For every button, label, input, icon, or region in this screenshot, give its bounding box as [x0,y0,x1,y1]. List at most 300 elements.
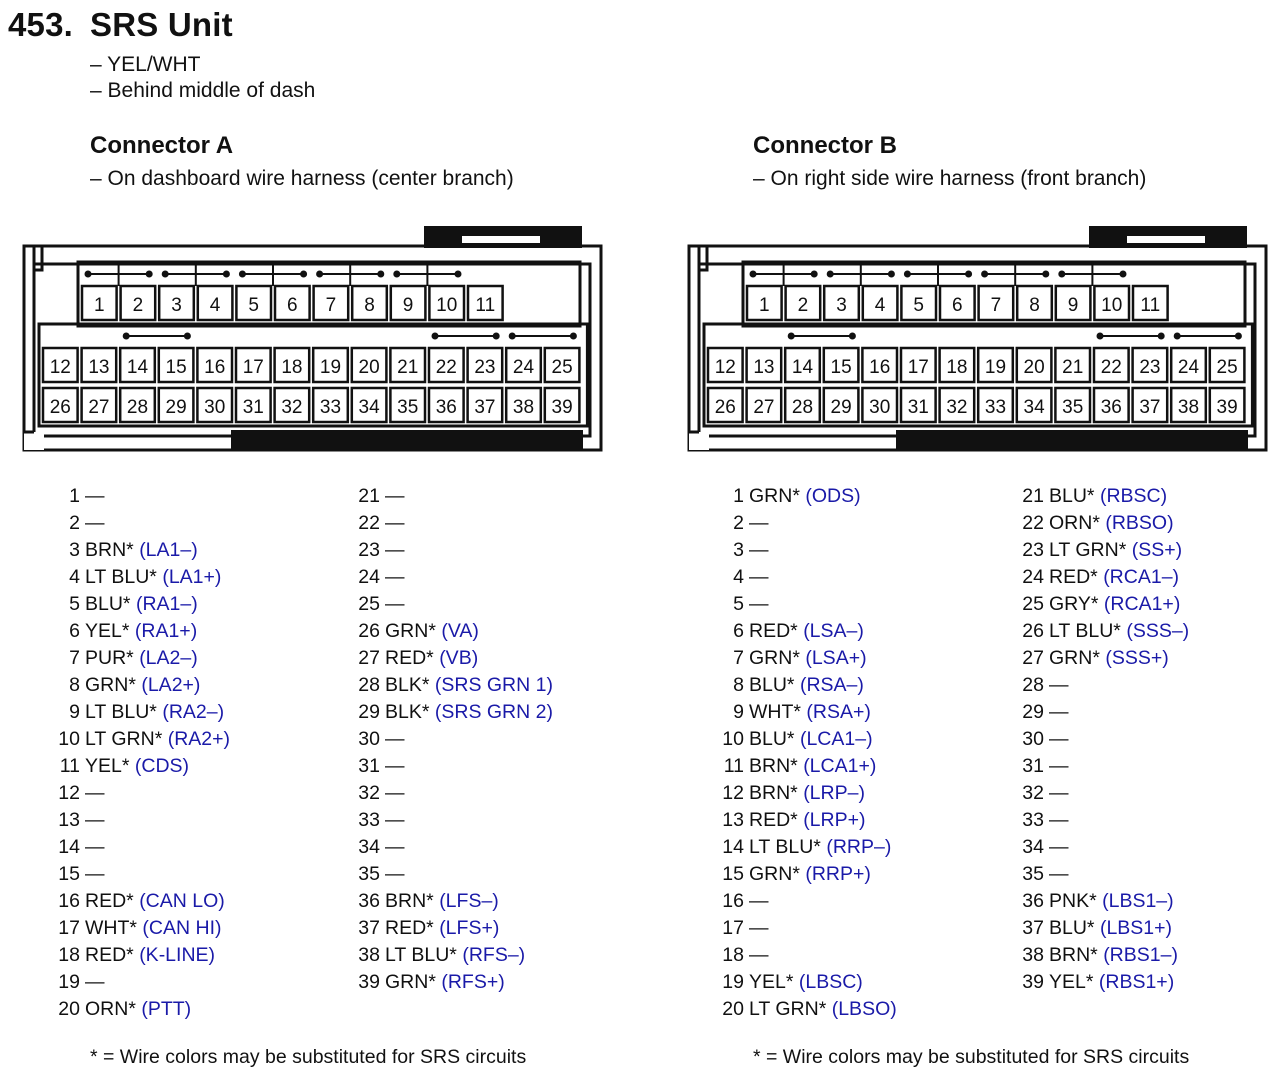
pin-entry [354,807,405,834]
circuit-name: (LBS1–) [1102,890,1174,912]
pin-entry [54,780,105,807]
circuit-name: (LCA1–) [799,728,873,750]
pin-entry [718,780,865,807]
pin-entry [354,834,405,861]
pin-number: 15 [58,863,80,885]
pin-number: 6 [69,620,80,642]
circuit-name: (K-LINE) [139,944,216,966]
pin-entry [354,969,505,996]
wire-color: — [749,593,769,615]
pin-label: 15 [165,357,187,378]
circuit-name: (RA2+) [167,728,231,750]
wire-color: RED* [749,809,798,831]
pin-number: 38 [358,944,380,966]
pin-entry [1018,915,1172,942]
wire-color: BRN* [749,755,798,777]
pin-number: 39 [358,971,380,993]
shorting-bar-end [1235,333,1242,340]
shorting-bar-end [1158,333,1165,340]
pin-entry [54,753,189,780]
pin-label: 22 [1100,357,1122,378]
wire-color: — [1049,728,1069,750]
shorting-bar-end [788,333,795,340]
circuit-name: (LSA–) [803,620,864,642]
wire-color: — [385,566,405,588]
pin-number: 30 [1022,728,1044,750]
pin-entry [1018,861,1069,888]
pin-entry [718,942,769,969]
pin-entry [1018,969,1174,996]
pin-number: 21 [1022,485,1044,507]
pin-entry [354,861,405,888]
pin-entry [354,645,478,672]
pin-entry [54,591,198,618]
wire-color: — [385,539,405,561]
connector-b-footnote: * = Wire colors may be substituted for SRS circuits [753,1046,1190,1068]
pin-label: 9 [1067,295,1079,316]
shorting-bar-end [377,271,384,278]
shorting-bar-end [827,271,834,278]
wire-color: LT BLU* [749,836,821,858]
pin-number: 29 [358,701,380,723]
pin-label: 20 [1023,357,1045,378]
pin-number: 20 [722,998,744,1020]
pin-number: 32 [358,782,380,804]
pin-label: 34 [358,397,380,418]
circuit-name: (RRP+) [805,863,871,885]
circuit-name: (RBS1–) [1103,944,1178,966]
pin-entry [54,861,105,888]
pin-entry [54,483,105,510]
pin-number: 22 [1022,512,1044,534]
pin-number: 11 [59,755,80,777]
wire-color: BLK* [385,674,430,696]
wire-color: YEL* [85,755,130,777]
pin-number: 22 [358,512,380,534]
pin-label: 16 [869,357,891,378]
circuit-name: (LBSC) [798,971,863,993]
wire-color: — [749,917,769,939]
pin-number: 28 [358,674,380,696]
circuit-name: (LRP+) [803,809,866,831]
pin-entry [54,645,198,672]
wire-color: — [85,809,105,831]
wire-color: — [85,485,105,507]
pin-entry [354,618,479,645]
pin-label: 39 [551,397,573,418]
pin-label: 31 [907,397,929,418]
wire-color: — [749,566,769,588]
pin-entry [54,510,105,537]
pin-number: 35 [358,863,380,885]
circuit-name: (ODS) [805,485,861,507]
pin-number: 1 [733,485,744,507]
pin-number: 21 [358,485,380,507]
pin-entry [354,564,405,591]
pin-number: 23 [358,539,380,561]
pin-entry [354,699,553,726]
pin-number: 37 [358,917,380,939]
pin-entry [1018,618,1189,645]
wire-color: RED* [85,944,134,966]
wire-color: GRN* [385,620,436,642]
wire-color: LT GRN* [85,728,163,750]
shorting-bar-end [1058,271,1065,278]
circuit-name: (LFS–) [439,890,499,912]
wire-color: — [1049,782,1069,804]
pin-number: 9 [733,701,744,723]
pin-entry [354,888,499,915]
pin-label: 1 [759,295,770,316]
circuit-name: (VB) [439,647,479,669]
pin-number: 4 [69,566,80,588]
pin-label: 10 [436,295,458,316]
shorting-bar-end [1120,271,1127,278]
pin-entry [718,834,891,861]
circuit-name: (RFS+) [441,971,505,993]
wire-color: ORN* [85,998,136,1020]
wire-color: LT BLU* [85,701,157,723]
wire-color: BLK* [385,701,430,723]
connector-a-title: Connector A [90,132,234,159]
pin-number: 10 [722,728,744,750]
pin-label: 25 [1216,357,1238,378]
wire-color: — [749,890,769,912]
pin-entry [54,618,197,645]
pin-label: 23 [1139,357,1161,378]
pin-label: 13 [753,357,775,378]
pin-number: 35 [1022,863,1044,885]
pin-entry [718,591,769,618]
shorting-bar-end [509,333,516,340]
pin-label: 8 [1029,295,1040,316]
circuit-name: (RBSC) [1099,485,1168,507]
pin-number: 19 [722,971,744,993]
pin-entry [718,915,769,942]
shorting-bar-end [223,271,230,278]
circuit-name: (RSA–) [799,674,864,696]
shorting-bar-end [1042,271,1049,278]
latch-slot [1127,236,1205,243]
pin-entry [354,537,405,564]
wire-color: PNK* [1049,890,1097,912]
wire-color: PUR* [85,647,134,669]
wire-color: RED* [385,647,434,669]
wire-color: — [85,782,105,804]
pin-entry [1018,753,1069,780]
pin-label: 3 [171,295,182,316]
pin-entry [54,834,105,861]
pin-label: 13 [88,357,110,378]
pin-entry [54,807,105,834]
pin-entry [718,726,873,753]
wire-color: — [385,809,405,831]
pin-number: 17 [58,917,80,939]
shorting-bar-end [811,271,818,278]
wire-color: GRN* [749,863,800,885]
pin-entry [54,699,224,726]
pin-label: 10 [1101,295,1123,316]
pin-entry [1018,834,1069,861]
shorting-bar-end [184,333,191,340]
pin-number: 7 [69,647,80,669]
wire-color: — [385,512,405,534]
pin-label: 18 [946,357,968,378]
pin-number: 25 [358,593,380,615]
section-number: 453. [8,6,74,43]
wire-color: — [385,728,405,750]
pin-number: 13 [722,809,744,831]
wire-color: — [1049,701,1069,723]
pin-number: 20 [58,998,80,1020]
pin-number: 2 [69,512,80,534]
wire-color: — [1049,863,1069,885]
pin-entry [354,672,553,699]
pin-label: 3 [836,295,847,316]
circuit-name: (LA2+) [141,674,201,696]
pin-label: 35 [397,397,419,418]
pin-entry [718,483,861,510]
pin-label: 4 [209,295,221,316]
circuit-name: (RA1–) [135,593,198,615]
pin-label: 14 [791,357,814,378]
corner-gap [689,432,709,450]
shorting-bar-end [1097,333,1104,340]
pin-label: 7 [990,295,1002,316]
pin-number: 3 [69,539,80,561]
bottom-rail [896,430,1248,450]
pin-number: 32 [1022,782,1044,804]
circuit-name: (RA1+) [134,620,198,642]
wire-color: BLU* [1049,485,1095,507]
pin-label: 34 [1023,397,1045,418]
pin-label: 28 [126,397,149,418]
pin-number: 16 [58,890,80,912]
circuit-name: (RSA+) [806,701,871,723]
pin-label: 19 [319,357,342,378]
pin-entry [718,699,871,726]
pin-entry [1018,672,1069,699]
pin-label: 30 [869,397,891,418]
wire-color: LT BLU* [85,566,157,588]
pin-entry [718,888,769,915]
wire-color: ORN* [1049,512,1100,534]
pin-entry [718,645,867,672]
pin-number: 36 [358,890,380,912]
pin-number: 18 [58,944,80,966]
pin-number: 24 [358,566,380,588]
pin-label: 12 [49,357,71,378]
pin-number: 30 [358,728,380,750]
shorting-bar-end [493,333,500,340]
pin-label: 37 [1139,397,1161,418]
wire-color: — [1049,674,1069,696]
circuit-name: (SS+) [1131,539,1183,561]
shorting-bar-end [300,271,307,278]
pin-number: 38 [1022,944,1044,966]
wire-color: BLU* [85,593,131,615]
pin-number: 33 [1022,809,1044,831]
pin-label: 21 [397,357,419,378]
wire-color: GRN* [1049,647,1100,669]
circuit-name: (SSS+) [1105,647,1169,669]
pin-entry [354,510,405,537]
shorting-bar-end [965,271,972,278]
pin-number: 24 [1022,566,1044,588]
pin-label: 15 [830,357,852,378]
pin-label: 26 [49,397,71,418]
shorting-bar-end [981,271,988,278]
pin-entry [54,726,230,753]
pin-label: 21 [1062,357,1084,378]
bottom-rail [231,430,583,450]
pin-label: 1 [94,295,105,316]
pin-label: 32 [281,397,303,418]
pin-entry [718,564,769,591]
pin-label: 37 [474,397,496,418]
pin-label: 22 [435,357,457,378]
pin-entry [1018,942,1178,969]
pin-label: 27 [753,397,775,418]
pin-entry [354,942,525,969]
wire-color: BRN* [85,539,134,561]
pin-entry [1018,591,1180,618]
pin-number: 1 [69,485,80,507]
shorting-bar-end [750,271,757,278]
circuit-name: (RFS–) [462,944,526,966]
pin-entry [354,483,405,510]
pin-label: 38 [512,397,535,418]
shorting-bar-end [123,333,130,340]
wire-color: — [85,836,105,858]
wire-color: RED* [1049,566,1098,588]
circuit-name: (RCA1+) [1103,593,1181,615]
pin-number: 34 [1022,836,1044,858]
pin-number: 11 [723,755,744,777]
pin-number: 33 [358,809,380,831]
circuit-name: (CDS) [134,755,190,777]
pin-label: 23 [474,357,496,378]
circuit-name: (SRS GRN 1) [434,674,553,696]
pin-entry [718,672,864,699]
wire-color: LT BLU* [385,944,457,966]
circuit-name: (SRS GRN 2) [434,701,553,723]
circuit-name: (LCA1+) [803,755,877,777]
circuit-name: (LA1+) [162,566,222,588]
pin-number: 31 [1022,755,1044,777]
circuit-name: (LBS1+) [1099,917,1173,939]
pin-label: 11 [475,295,496,316]
shorting-bar-end [1174,333,1181,340]
pin-number: 14 [722,836,744,858]
pin-label: 5 [248,295,259,316]
circuit-name: (LA2–) [139,647,198,669]
pin-number: 14 [58,836,80,858]
circuit-name: (RA2–) [162,701,225,723]
pin-entry [54,672,200,699]
pin-label: 2 [132,295,144,316]
wire-color: BLU* [749,674,795,696]
pin-entry [54,564,221,591]
connector-b-face-diagram [681,224,1269,456]
circuit-name: (LRP–) [803,782,865,804]
pin-entry [54,888,225,915]
pin-number: 26 [1022,620,1044,642]
latch-slot [462,236,540,243]
pin-number: 10 [58,728,80,750]
pin-label: 4 [874,295,886,316]
wire-color: GRY* [1049,593,1099,615]
pin-label: 24 [512,357,535,378]
pin-entry [718,996,897,1023]
pin-entry [354,591,405,618]
pin-entry [718,807,866,834]
circuit-name: (CAN HI) [142,917,222,939]
pin-label: 33 [984,397,1007,418]
pin-label: 12 [714,357,736,378]
pin-entry [1018,807,1069,834]
pin-number: 7 [733,647,744,669]
pin-label: 35 [1062,397,1084,418]
wire-color: — [385,485,405,507]
pin-number: 2 [733,512,744,534]
pin-label: 18 [281,357,303,378]
pin-entry [54,942,215,969]
wire-color: LT BLU* [1049,620,1121,642]
pin-number: 27 [358,647,380,669]
wire-color: LT GRN* [1049,539,1127,561]
shorting-bar-end [85,271,92,278]
pin-entry [1018,888,1174,915]
pin-number: 4 [733,566,744,588]
pin-label: 28 [791,397,814,418]
pin-label: 17 [907,357,929,378]
connector-b-title: Connector B [753,132,897,159]
pin-label: 9 [402,295,414,316]
pin-entry [1018,483,1167,510]
component-location-note: – Behind middle of dash [90,79,316,102]
shorting-bar-end [849,333,856,340]
wire-color: — [85,971,105,993]
pin-entry [1018,780,1069,807]
pin-number: 12 [722,782,744,804]
pin-number: 25 [1022,593,1044,615]
wire-color: — [1049,755,1069,777]
page-title [8,6,233,44]
pin-number: 39 [1022,971,1044,993]
pin-entry [354,726,405,753]
wire-color: — [385,593,405,615]
pin-label: 14 [126,357,149,378]
pin-number: 34 [358,836,380,858]
pin-label: 2 [797,295,809,316]
wire-color: YEL* [85,620,130,642]
pin-label: 33 [319,397,342,418]
pin-number: 23 [1022,539,1044,561]
circuit-name: (SSS–) [1126,620,1190,642]
pin-entry [54,969,105,996]
pin-entry [54,996,191,1023]
circuit-name: (LFS+) [439,917,500,939]
circuit-name: (LSA+) [805,647,867,669]
pin-label: 20 [358,357,380,378]
shorting-bar-end [162,271,169,278]
shorting-bar-end [432,333,439,340]
wire-color: GRN* [385,971,436,993]
pin-entry [718,618,864,645]
pin-label: 25 [551,357,573,378]
shorting-bar-end [316,271,323,278]
